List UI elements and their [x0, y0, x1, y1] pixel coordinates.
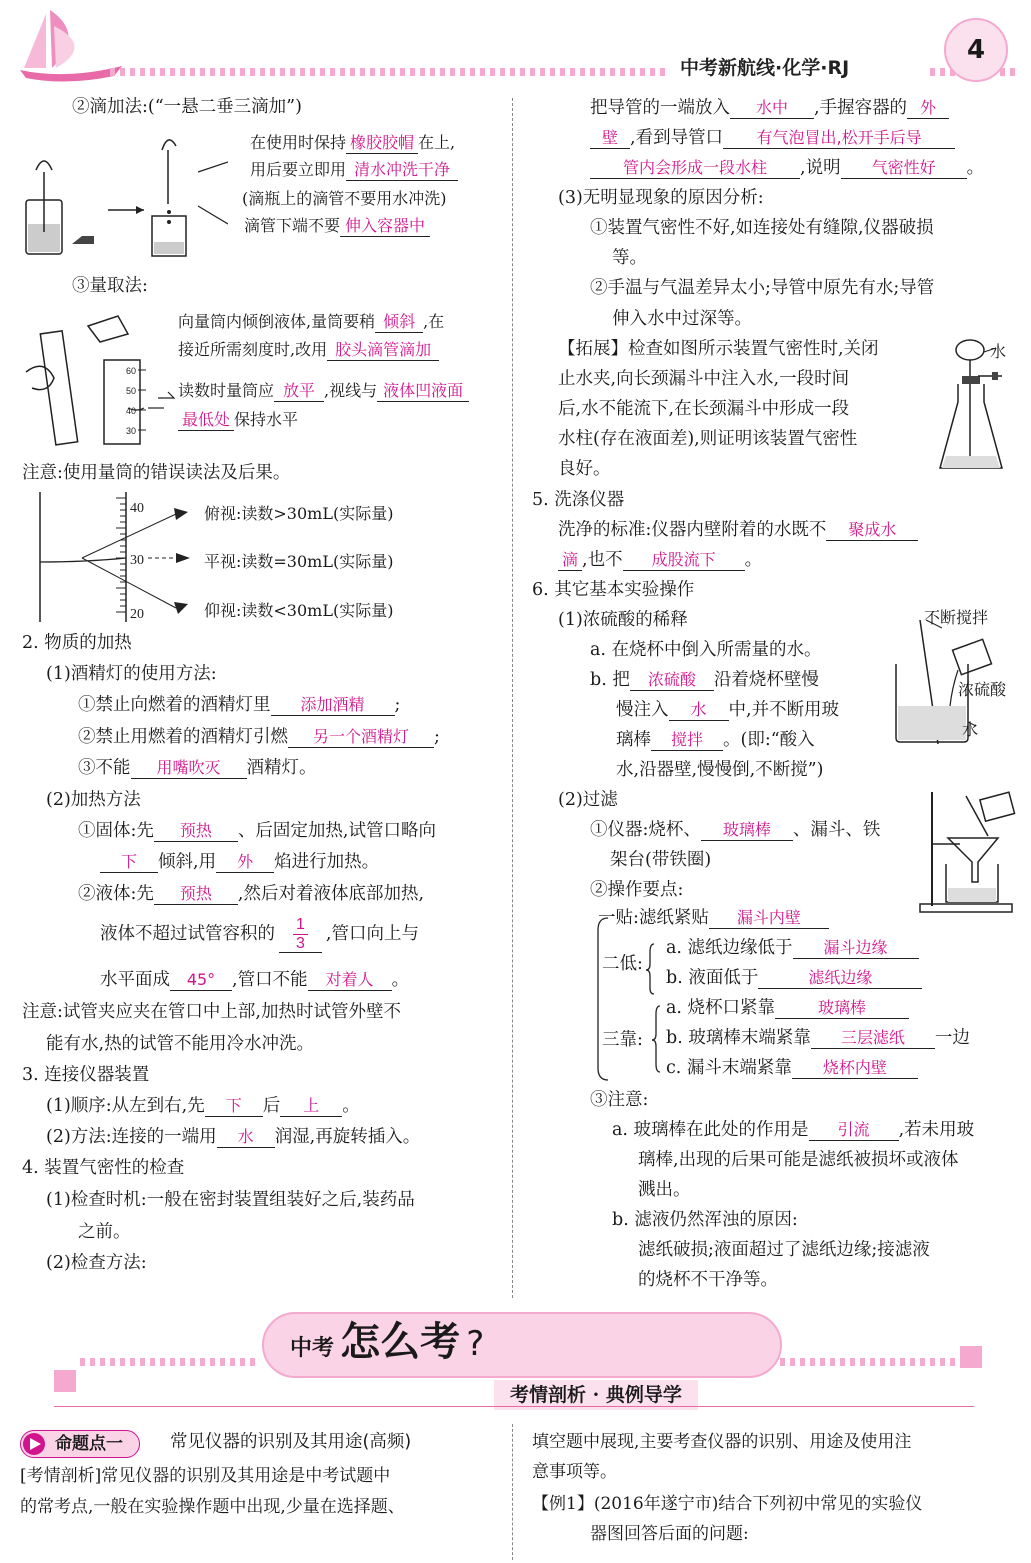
note-heat-2: 能有水,热的试管不能用冷水冲洗。: [46, 1034, 315, 1054]
filtration-illustration: [916, 786, 1020, 916]
banner-right-block: [960, 1346, 982, 1368]
water-label: 水: [962, 720, 979, 739]
analysis-line-1: [考情剖析]常见仪器的识别及其用途是中考试题中: [20, 1466, 391, 1486]
filter-note-a1: a. 玻璃棒在此处的作用是 引流 ,若未用玻: [612, 1120, 975, 1140]
cylinder-reading-diagram: [36, 492, 206, 624]
analysis-line-3: 填空题中展现,主要考查仪器的识别、用途及使用注: [532, 1432, 912, 1452]
play-icon-triangle: [30, 1438, 41, 1450]
banner-title: 中考 怎么考 ?: [290, 1318, 485, 1365]
filter-three-lean: 三靠:: [602, 1030, 643, 1050]
one-third-fraction: $\frac{1}{3}$: [279, 916, 322, 953]
drop-title: ②滴加法:(“一悬二垂三滴加”): [72, 97, 302, 117]
banner-dash-right: [780, 1358, 960, 1366]
header-dash-line: [110, 68, 670, 76]
dilute-c: 慢注入 水 中,并不断用玻: [616, 700, 840, 720]
reason-1-cont: 等。: [612, 248, 647, 268]
reading-level: 平视:读数=30mL(实际量): [204, 552, 394, 571]
extension-5: 良好。: [558, 459, 611, 479]
connect-method: (2)方法:连接的一端用 水 润湿,再旋转插入。: [46, 1127, 421, 1147]
eye-bottom-icon: [174, 602, 188, 614]
section-4-title: 4. 装置气密性的检查: [22, 1158, 185, 1178]
acid-label: 浓硫酸: [958, 680, 1007, 699]
example-1-line-2: 器图回答后面的问题:: [590, 1524, 749, 1544]
measure-line3: 读数时量筒应 放平 ,视线与 液体凹液面: [178, 381, 469, 402]
reading-tick-20: 20: [130, 607, 144, 622]
filter-tools-1: ①仪器:烧杯、 玻璃棒 、漏斗、铁: [590, 820, 881, 840]
stir-label: 不断搅拌: [924, 608, 989, 627]
measure-line4: 最低处 保持水平: [178, 410, 298, 431]
filter-two-b: b. 液面低于 滤纸边缘: [666, 968, 922, 989]
reading-bottom: 仰视:读数<30mL(实际量): [204, 601, 394, 620]
cyl-tick-60: 60: [126, 366, 137, 376]
connect-order: (1)顺序:从左到右,先 下 后 上 。: [46, 1096, 360, 1116]
filter-three-b: b. 玻璃棒末端紧靠 三层滤纸 一边: [666, 1028, 970, 1048]
banner-subtitle: 考情剖析 · 典例导学: [494, 1380, 698, 1410]
heat-liquid-2: 液体不超过试管容积的 $\frac{1}{3}$ ,管口向上与: [100, 916, 419, 952]
header-title: 中考新航线·化学·RJ: [680, 57, 850, 79]
filter-note-a3: 溅出。: [638, 1180, 691, 1200]
measure-line2: 接近所需刻度时,改用 胶头滴管滴加: [178, 340, 439, 361]
filter-note-b3: 的烧杯不干净等。: [638, 1270, 778, 1290]
extension-3: 后,水不能流下,在长颈漏斗中形成一段: [558, 399, 850, 419]
note-cylinder: 注意:使用量筒的错误读法及后果。: [22, 463, 291, 483]
reason-2-cont: 伸入水中过深等。: [612, 309, 752, 329]
lamp-rule-2: ②禁止用燃着的酒精灯引燃 另一个酒精灯 ;: [78, 727, 440, 747]
dilute-d: 璃棒 搅拌 。(即:“酸入: [616, 730, 815, 750]
section-2-title: 2. 物质的加热: [22, 633, 132, 653]
eye-top-icon: [174, 508, 188, 520]
reading-tick-40: 40: [130, 501, 144, 516]
reason-1: ①装置气密性不好,如连接处有缝隙,仪器破损: [590, 218, 934, 238]
analysis-line-4: 意事项等。: [532, 1462, 617, 1482]
reading-tick-30: 30: [130, 553, 144, 568]
note-heat-1: 注意:试管夹应夹在管口中上部,加热时试管外壁不: [22, 1002, 401, 1022]
section-5-title: 5. 洗涤仪器: [532, 490, 625, 510]
filter-brace: [594, 908, 674, 1090]
reason-2: ②手温与气温差异太小;导管中原先有水;导管: [590, 278, 935, 298]
eye-level-icon: [176, 553, 190, 563]
filter-title: (2)过滤: [558, 790, 618, 810]
no-phenomenon-title: (3)无明显现象的原因分析:: [558, 188, 764, 208]
dilute-title: (1)浓硫酸的稀释: [558, 610, 688, 630]
filter-note-b1: b. 滤液仍然浑浊的原因:: [612, 1210, 798, 1230]
banner-dash-left: [80, 1358, 260, 1366]
section-2-1: (1)酒精灯的使用方法:: [46, 664, 217, 684]
extension-2: 止水夹,向长颈漏斗中注入水,一段时间: [558, 369, 850, 389]
airtight-timing-2: 之前。: [78, 1222, 131, 1242]
banner-left-block: [54, 1370, 76, 1392]
dilute-b: b. 把 浓硫酸 沿着烧杯壁慢: [590, 670, 819, 690]
extension-4: 水柱(存在液面差),则证明该装置气密性: [558, 429, 858, 449]
page-number-badge: 4: [944, 18, 1008, 82]
heat-solid-1: ①固体:先 预热 、后固定加热,试管口略向: [78, 821, 436, 841]
lamp-rule-1: ①禁止向燃着的酒精灯里 添加酒精 ;: [78, 695, 401, 715]
banner-underline: [54, 1406, 974, 1407]
filter-note-a2: 璃棒,出现的后果可能是滤纸被损坏或液体: [638, 1150, 959, 1170]
bottom-column-divider: [512, 1424, 513, 1560]
heat-solid-2: 下 倾斜,用 外 焰进行加热。: [100, 852, 379, 873]
graduated-cylinder-illustration: [18, 312, 178, 448]
airtight-timing-1: (1)检查时机:一般在密封装置组装好之后,装药品: [46, 1190, 415, 1210]
example-1-line-1: 【例1】(2016年遂宁市)结合下列初中常见的实验仪: [532, 1494, 923, 1514]
drop-line2: 用后要立即用 清水冲洗干净: [250, 160, 458, 181]
section-2-2: (2)加热方法: [46, 790, 141, 810]
lamp-rule-3: ③不能 用嘴吹灭 酒精灯。: [78, 758, 317, 778]
filter-three-c: c. 漏斗末端紧靠 烧杯内壁: [666, 1058, 918, 1079]
dropper-illustration: [18, 132, 228, 262]
clean-standard-2: 滴 ,也不 成股流下 。: [558, 550, 762, 571]
dilute-e: 水,沿器壁,慢慢倒,不断搅”): [616, 760, 824, 780]
flask-water-label: 水: [990, 342, 1007, 361]
cyl-tick-40: 40: [126, 406, 137, 416]
column-divider: [512, 98, 513, 1298]
filter-two-low: 二低:: [602, 954, 643, 974]
airtight-step-2: 壁 ,看到导管口 有气泡冒出,松开手后导: [590, 128, 955, 149]
topic-tag: 命题点一: [20, 1430, 140, 1458]
filter-one-stick: 一贴:滤纸紧贴 漏斗内壁: [598, 908, 829, 929]
measure-line1: 向量筒内倾倒液体,量筒要稍 倾斜 ,在: [178, 312, 445, 331]
clean-standard-1: 洗净的标准:仪器内壁附着的水既不 聚成水: [558, 520, 918, 541]
heat-liquid-3: 水平面成 45° ,管口不能 对着人 。: [100, 970, 410, 990]
airtight-step-3: 管内会形成一段水柱 ,说明 气密性好 。: [590, 158, 984, 179]
flask-funnel-illustration: [936, 332, 1026, 476]
drop-line4: 滴管下端不要 伸入容器中: [244, 216, 430, 237]
airtight-step-1: 把导管的一端放入 水中 ,手握容器的 外: [590, 98, 949, 119]
topic-title: 常见仪器的识别及其用途(高频): [170, 1432, 412, 1452]
filter-points-title: ②操作要点:: [590, 880, 684, 900]
filter-note-b2: 滤纸破损;液面超过了滤纸边缘;接滤液: [638, 1240, 930, 1260]
cyl-tick-50: 50: [126, 386, 137, 396]
drop-line3: (滴瓶上的滴管不要用水冲洗): [242, 189, 447, 208]
section-6-title: 6. 其它基本实验操作: [532, 580, 695, 600]
filter-tools-2: 架台(带铁圈): [610, 850, 712, 870]
dilute-a: a. 在烧杯中倒入所需量的水。: [590, 640, 822, 660]
reading-top: 俯视:读数>30mL(实际量): [204, 504, 394, 523]
drop-line1: 在使用时保持 橡胶胶帽 在上,: [250, 133, 456, 152]
filter-two-a: a. 滤纸边缘低于 漏斗边缘: [666, 938, 919, 959]
filter-note-title: ③注意:: [590, 1090, 649, 1110]
measure-title: ③量取法:: [72, 276, 148, 296]
filter-three-a: a. 烧杯口紧靠 玻璃棒: [666, 998, 909, 1019]
extension-1: 【拓展】检查如图所示装置气密性时,关闭: [558, 339, 879, 359]
airtight-method: (2)检查方法:: [46, 1253, 147, 1273]
analysis-line-2: 的常考点,一般在实验操作题中出现,少量在选择题、: [20, 1497, 405, 1517]
cyl-tick-30: 30: [126, 426, 137, 436]
heat-liquid-1: ②液体:先 预热 ,然后对着液体底部加热,: [78, 884, 425, 904]
section-3-title: 3. 连接仪器装置: [22, 1065, 150, 1085]
